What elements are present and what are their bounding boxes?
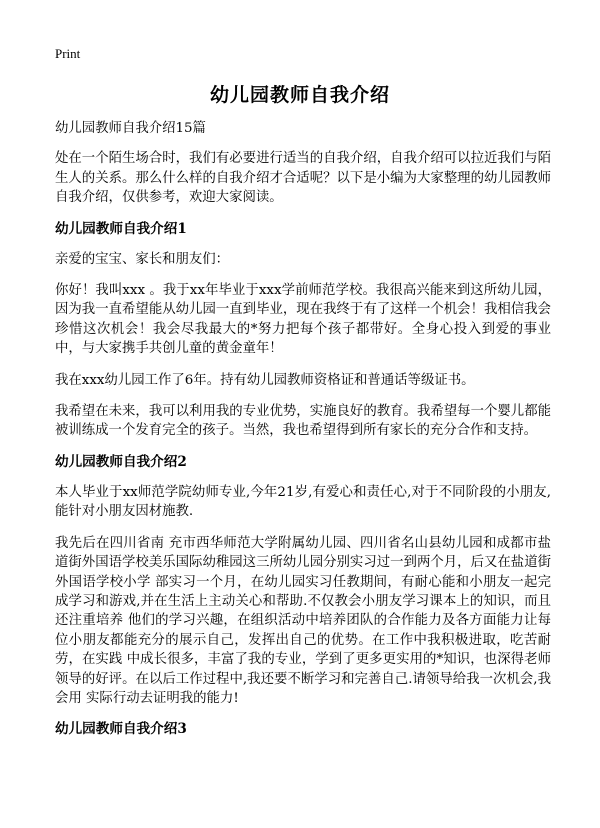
page-title: 幼儿园教师自我介绍 xyxy=(209,84,390,106)
section-paragraph: 亲爱的宝宝、家长和朋友们： xyxy=(55,251,230,267)
section-paragraph: 我先后在四川省南 充市西华师范大学附属幼儿园、四川省名山县幼儿园和成都市盐道街外国语学校美乐国际幼稚园这三所幼儿园分别实习过一到两个月，后又在盐道街外国语学校小学 部实习一个月，在幼儿园实习任教期间，有耐心能和小朋友一起完成学习和游戏,并在生活上主动关心和帮助.不仅教会小朋友学习课本上的知识，而且还注重培养 他们的学习兴趣，在组织活动中培养团队的合作能力及各方面能力让每位小朋友都能充分的展示自己，发挥出自己的优势。在工作中我积极进取，吃苦耐劳，在实践 中成长很多，丰富了我的专业，学到了更多更实用的*知识，也深得老师领导的好评。在以后工作过程中,我还要不断学习和完善自己.请领导给我一次机会,我会用 实际行动去证明我的能力! xyxy=(55,535,551,706)
document-body xyxy=(55,119,551,750)
section-paragraph: 你好！我叫xxx 。我于xx年毕业于xxx学前师范学校。我很高兴能来到这所幼儿园，因为我一直希望能从幼儿园一直到毕业，现在我终于有了这样一个机会！我相信我会珍惜这次机会！我会尽我最大的*努力把每个孩子都带好。全身心投入到爱的事业中，与大家携手共创儿童的黄金童年！ xyxy=(55,283,551,357)
document-subtitle: 幼儿园教师自我介绍15篇 xyxy=(55,121,206,136)
intro-paragraph: 处在一个陌生场合时，我们有必要进行适当的自我介绍，自我介绍可以拉近我们与陌生人的关系。那么什么样的自我介绍才合适呢？以下是小编为大家整理的幼儿园教师自我介绍，仅供参考，欢迎大家阅读。 xyxy=(55,151,551,206)
section-paragraph: 我在xxx幼儿园工作了6年。持有幼儿园教师资格证和普通话等级证书。 xyxy=(55,372,475,388)
section-paragraph: 我希望在未来，我可以利用我的专业优势，实施良好的教育。我希望每一个婴儿都能被训练成一个发育完全的孩子。当然，我也希望得到所有家长的充分合作和支持。 xyxy=(55,404,551,439)
section-heading: 幼儿园教师自我介绍1 xyxy=(55,220,187,237)
section-heading: 幼儿园教师自我介绍2 xyxy=(55,453,187,470)
section-paragraph: 本人毕业于xx师范学院幼师专业,今年21岁,有爱心和责任心,对于不同阶段的小朋友,能针对小朋友因材施教. xyxy=(55,484,551,520)
print-link[interactable]: Print xyxy=(55,46,81,61)
section-heading: 幼儿园教师自我介绍3 xyxy=(55,721,187,738)
